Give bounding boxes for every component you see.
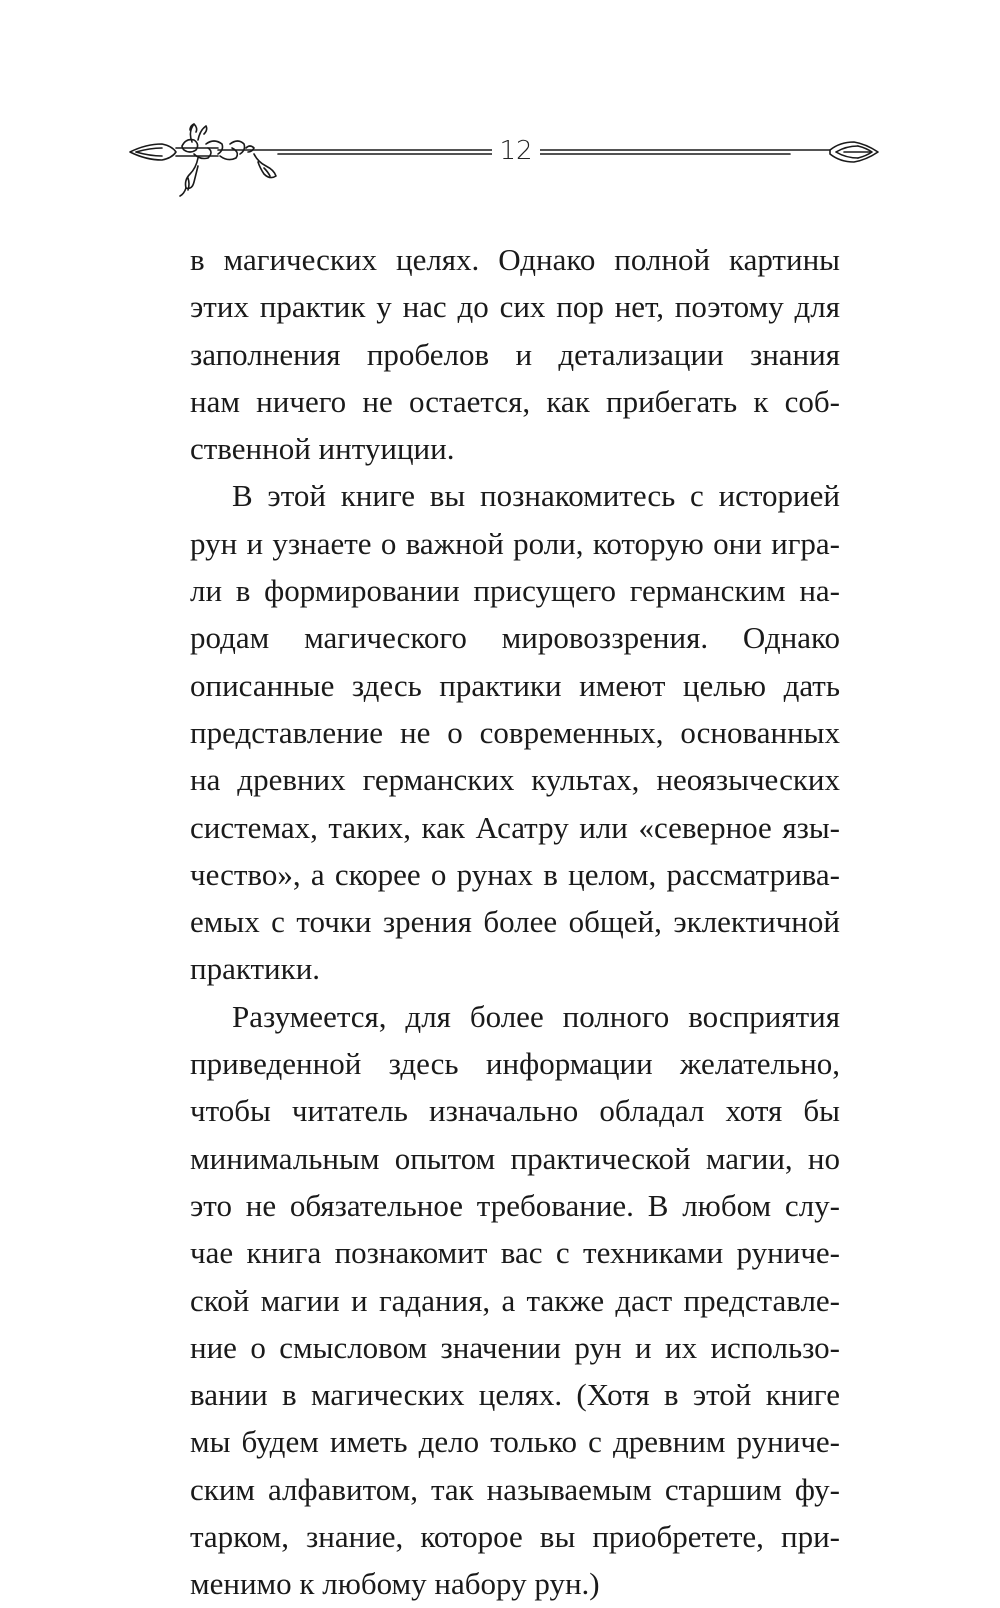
text-line: родам магического мировоззрения. Однако — [190, 620, 840, 656]
text-line: чтобы читатель изначально обладал хотя бы — [190, 1093, 840, 1129]
text-line: В этой книге вы познакомитесь с историей — [232, 478, 840, 514]
text-line: практики. — [190, 951, 321, 987]
text-line: ским алфавитом, так называемым старшим фу- — [190, 1471, 840, 1507]
text-line: этих практик у нас до сих пор нет, поэтому для — [190, 289, 840, 325]
text-line: ственной интуиции. — [190, 431, 455, 467]
page-number: 12 — [499, 136, 533, 166]
text-line: тарком, знание, которое вы приобретете, при- — [190, 1519, 840, 1555]
body-text — [190, 236, 840, 1608]
decorative-arrow-right-ornament — [540, 132, 880, 172]
decorative-arrow-left-ornament — [128, 118, 492, 198]
text-line: в магических целях. Однако полной картины — [190, 242, 840, 277]
text-line: системах, таких, как Асатру или «северное язы- — [190, 809, 840, 845]
text-line: приведенной здесь информации желательно, — [190, 1046, 840, 1082]
paragraph — [190, 236, 840, 472]
text-line: представление не о современных, основанных — [190, 714, 840, 750]
text-line: ли в формировании присущего германским на- — [190, 573, 840, 609]
text-line: чество», а скорее о рунах в целом, рассматрива- — [190, 856, 840, 892]
text-line: Разумеется, для более полного восприятия — [232, 998, 840, 1034]
text-line: менимо к любому набору рун.) — [190, 1566, 600, 1602]
text-line: рун и узнаете о важной роли, которую они игра- — [190, 525, 840, 561]
text-line: нам ничего не остается, как прибегать к соб- — [190, 383, 840, 419]
text-line: вании в магических целях. (Хотя в этой книге — [190, 1377, 840, 1413]
text-line: ние о смысловом значении рун и их использо- — [190, 1329, 840, 1365]
text-line: описанные здесь практики имеют целью дать — [190, 667, 840, 703]
page-header — [0, 118, 1000, 198]
text-line: ской магии и гадания, а также даст представле- — [190, 1282, 840, 1318]
paragraph — [190, 472, 840, 992]
text-line: мы будем иметь дело только с древним руниче- — [190, 1424, 840, 1460]
text-line: емых с точки зрения более общей, эклектичной — [190, 904, 840, 940]
text-line: заполнения пробелов и детализации знания — [190, 336, 840, 372]
paragraph — [190, 993, 840, 1608]
text-line: это не обязательное требование. В любом слу- — [190, 1187, 840, 1223]
text-line: чае книга познакомит вас с техниками руниче- — [190, 1235, 840, 1271]
text-line: на древних германских культах, неоязыческих — [190, 762, 840, 798]
text-line: минимальным опытом практической магии, но — [190, 1140, 840, 1176]
